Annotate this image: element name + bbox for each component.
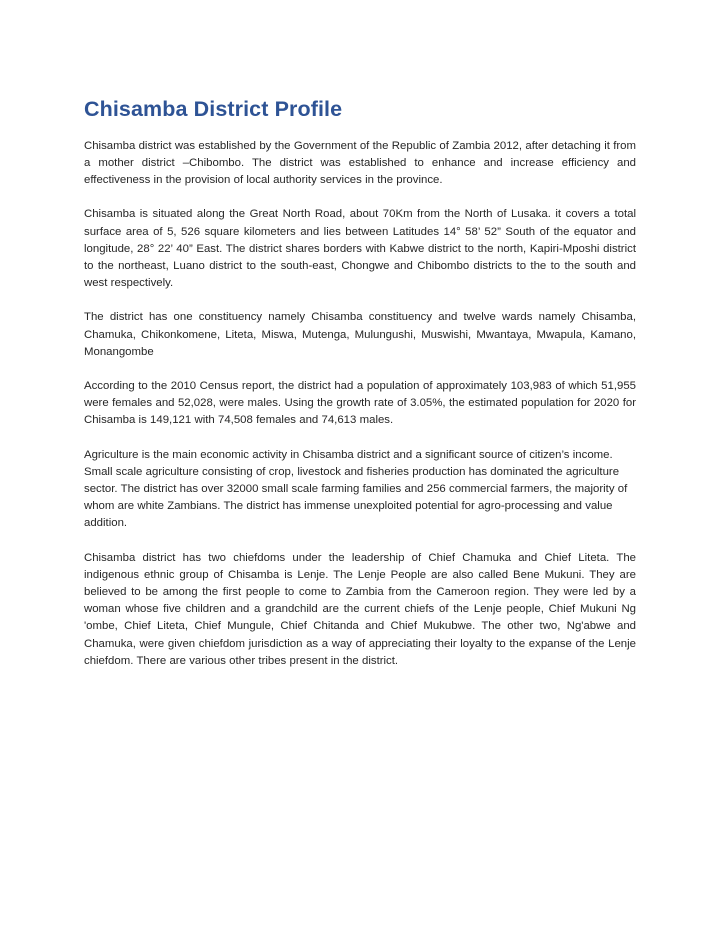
paragraph-establishment: Chisamba district was established by the Government of the Republic of Zambia 2012, after detaching it from a mother district –Chibombo. The district was established to enhance and increase efficiency and effectiveness in the provision of local authority services in the province. xyxy=(84,139,636,187)
paragraph-population: According to the 2010 Census report, the district had a population of approximately 103,983 of which 51,955 were females and 52,028, were males. Using the growth rate of 3.05%, the estimated population for 2020 for Chisamba is 149,121 with 74,508 females and 74,613 males. xyxy=(84,380,636,427)
paragraph-location: Chisamba is situated along the Great North Road, about 70Km from the North of Lusaka. it covers a total surface area of 5, 526 square kilometers and lies between Latitudes 14° 58’ 52” South of the equator and longitude, 28° 22’ 40” East. The district shares borders with Kabwe district to the north, Kapiri-Mposhi district to the northeast, Luano district to the south-east, Chongwe and Chibombo districts to the to the south and west respectively. xyxy=(84,208,636,290)
paragraph-constituency-wards: The district has one constituency namely Chisamba constituency and twelve wards namely Chisamba, Chamuka, Chikonkomene, Liteta, Miswa, Mutenga, Mulungushi, Muswishi, Mwantaya, Mwapula, Kamano, Monangombe xyxy=(84,311,636,358)
document-body xyxy=(84,97,636,670)
page-title: Chisamba District Profile xyxy=(84,97,343,121)
paragraph-chiefdoms: Chisamba district has two chiefdoms under the leadership of Chief Chamuka and Chief Liteta. The indigenous ethnic group of Chisamba is Lenje. The Lenje People are also called Bene Mukuni. They are believed to be among the first people to come to Zambia from the Cameroon region. They were led by a woman whose five children and a grandchild are the current chiefs of the Lenje people, Chief Mukuni Ng 'ombe, Chief Liteta, Chief Mungule, Chief Chitanda and Chief Mukubwe. The other two, Ng'abwe and Chamuka, were given chiefdom jurisdiction as a way of appreciating their loyalty to the expanse of the Lenje chiefdom. There are various other tribes present in the district. xyxy=(84,551,636,667)
paragraph-agriculture: Agriculture is the main economic activity in Chisamba district and a significant source of citizen’s income. Small scale agriculture consisting of crop, livestock and fisheries production has dominated the agriculture sector. The district has over 32000 small scale farming families and 256 commercial farmers, the majority of whom are white Zambians. The district has immense unexploited potential for agro-processing and value addition. xyxy=(84,448,628,530)
